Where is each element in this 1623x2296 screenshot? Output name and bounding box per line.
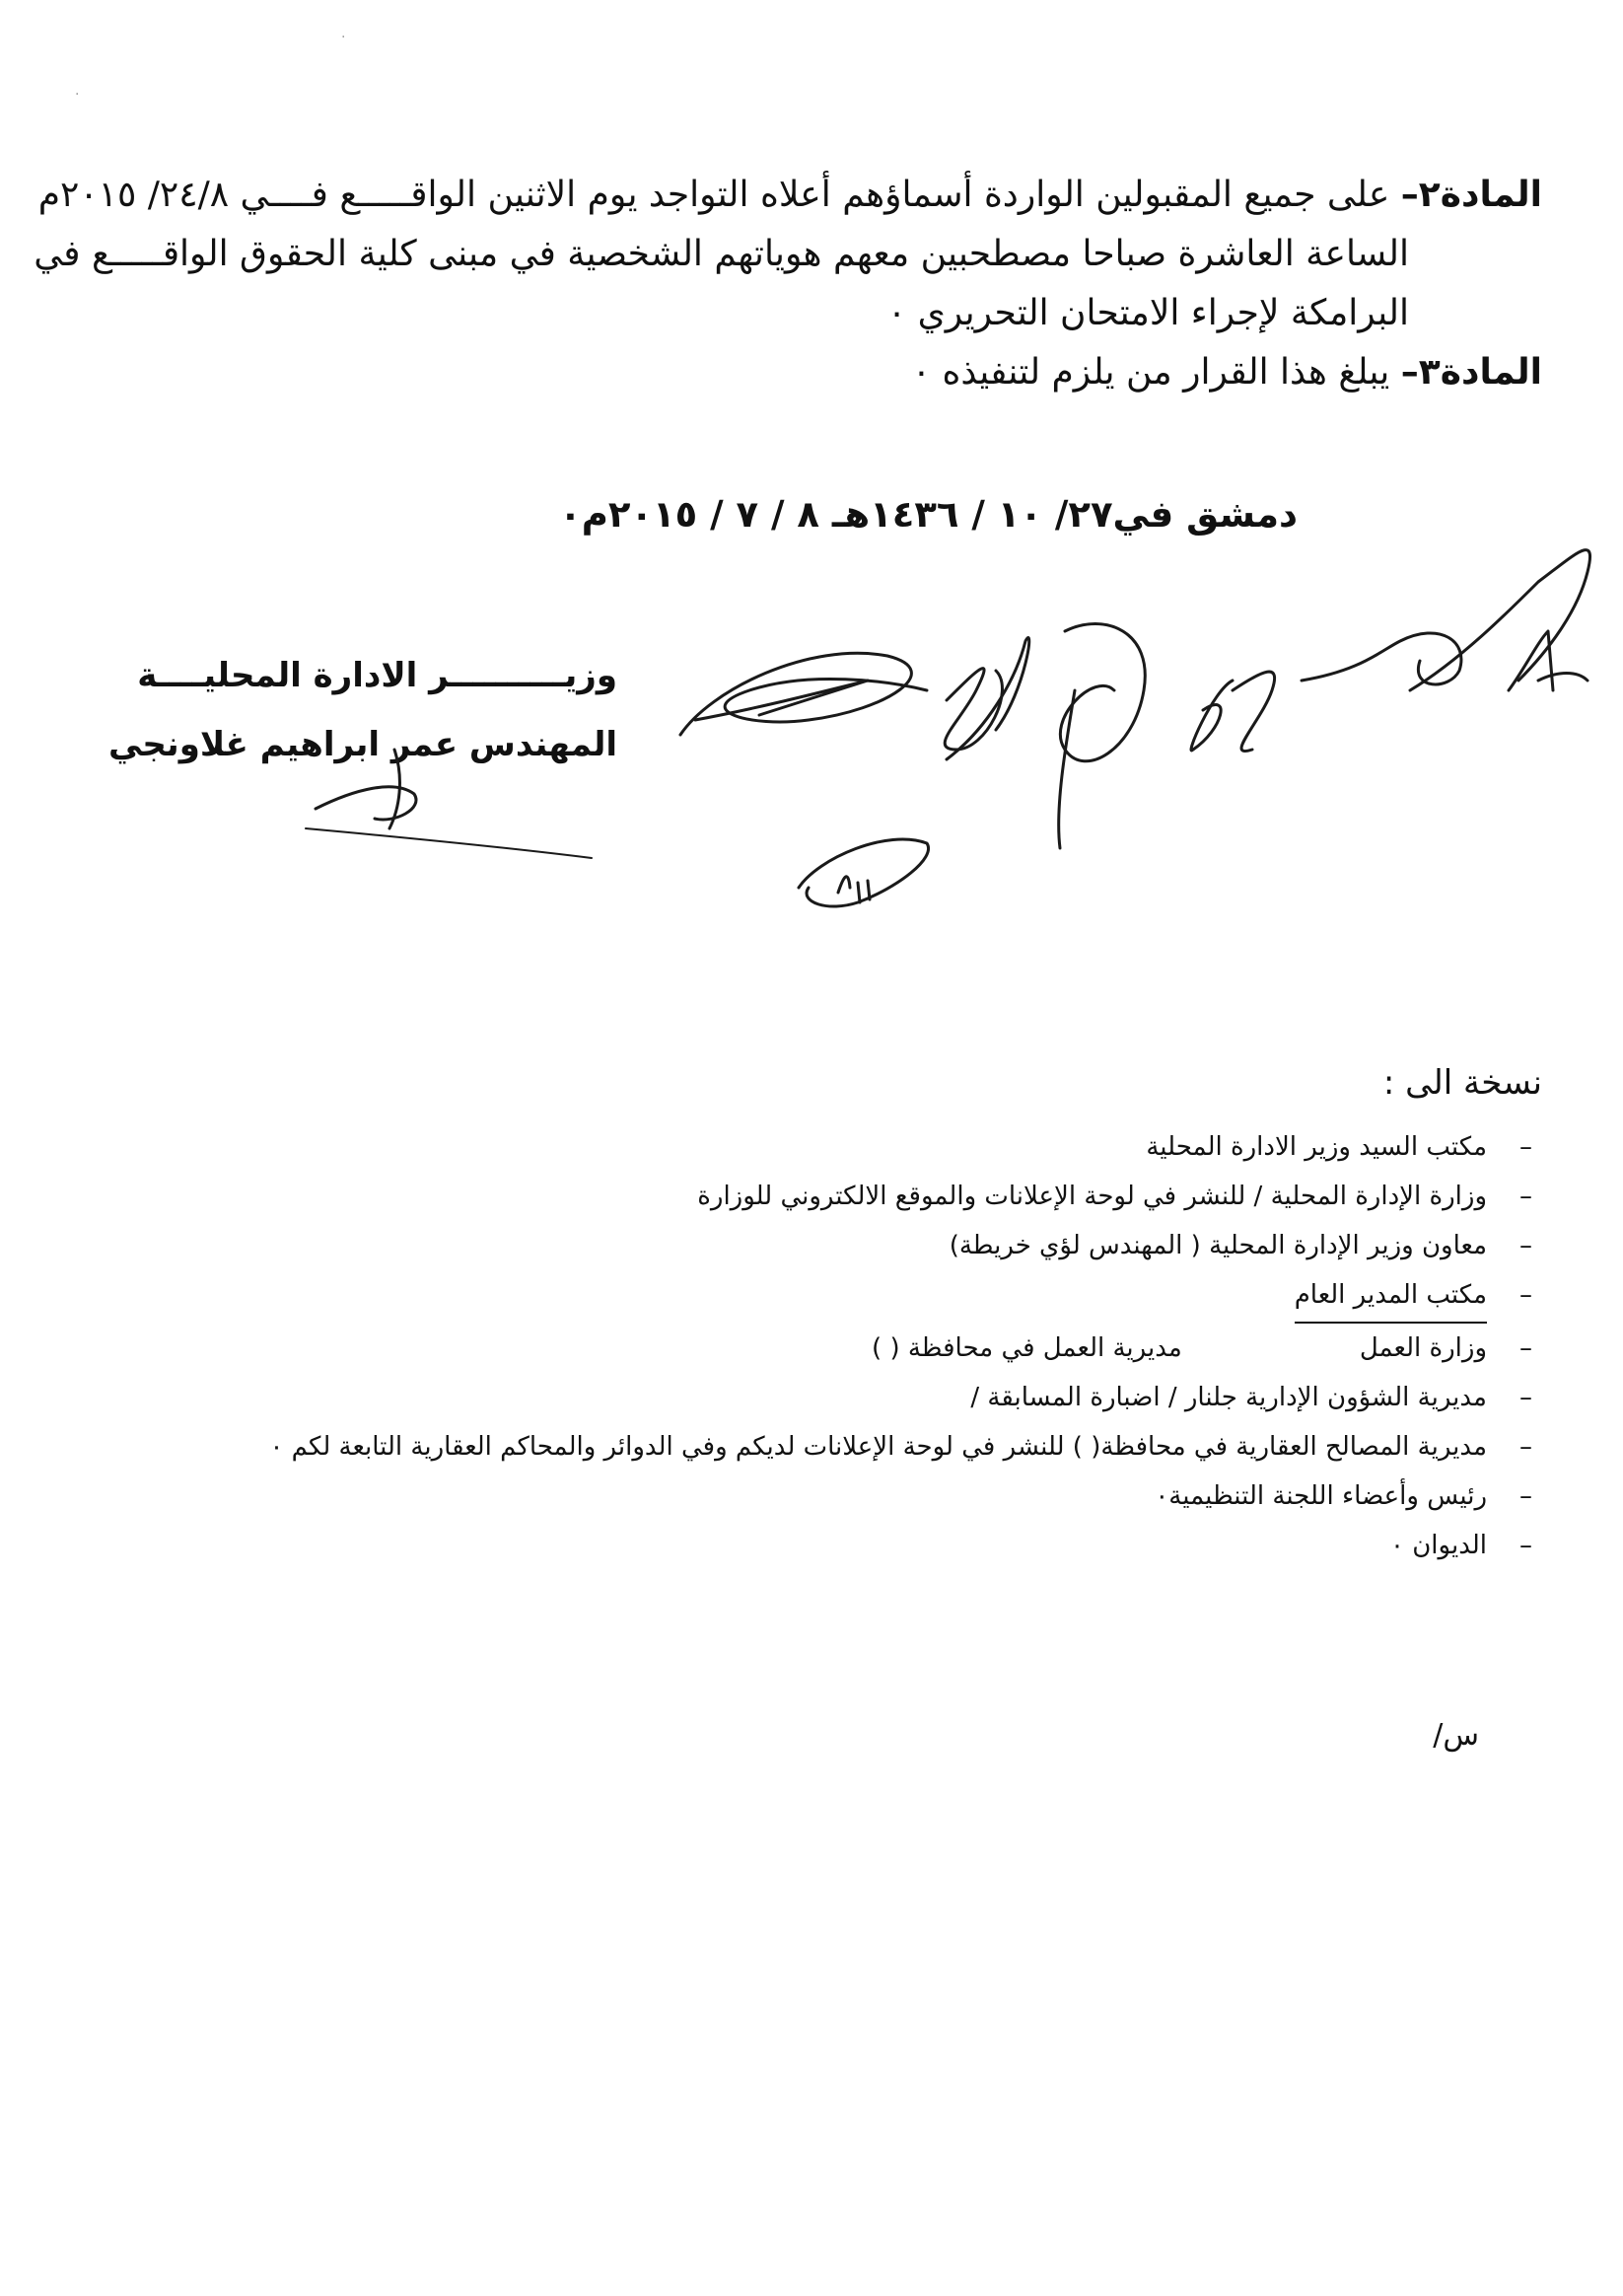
signatory-block (108, 641, 617, 779)
article-2-line-3 (142, 284, 1542, 343)
article-2-line-2 (34, 225, 1542, 284)
copy-item-text: مكتب المدير العام (1295, 1270, 1487, 1324)
list-dash: – (1519, 1432, 1532, 1462)
list-dash: – (1519, 1383, 1532, 1412)
article-3-label: المادة٣– (1400, 352, 1542, 393)
scan-speck: · (341, 30, 346, 45)
article-2-line-1 (37, 166, 1542, 225)
list-dash: – (1519, 1231, 1532, 1260)
article-2-label: المادة٢– (1400, 175, 1542, 215)
copy-item (53, 1521, 1532, 1570)
copy-item-text: معاون وزير الإدارة المحلية ( المهندس لؤي خريطة) (949, 1231, 1487, 1260)
decree-articles (34, 166, 1542, 402)
list-dash: – (1519, 1333, 1532, 1363)
signatory-name: المهندس عمر ابراهيم غلاونجي (108, 725, 617, 764)
copy-item-text: مكتب السيد وزير الادارة المحلية (1146, 1132, 1487, 1162)
footer-initial-mark: س/ (1433, 1718, 1479, 1753)
list-dash: – (1519, 1132, 1532, 1162)
article-2-text-1: على جميع المقبولين الواردة أسماؤهم أعلاه التواجد يوم الاثنين الواقـــــع فــــي ٢٤/٨/ ٢٠١٥م (37, 175, 1390, 215)
list-dash: – (1519, 1481, 1532, 1511)
copy-item-text: وزارة العمل (1359, 1333, 1487, 1363)
issue-date-line: دمشق في٢٧/ ١٠ / ١٤٣٦هـ ٨ / ٧ / ٢٠١٥م٠ (559, 493, 1298, 536)
copy-item-text: مديرية المصالح العقارية في محافظة( ) للنشر في لوحة الإعلانات لديكم وفي الدوائر والمحاكم العقارية التابعة لكم ٠ (269, 1432, 1487, 1462)
copy-item (53, 1122, 1532, 1172)
article-3-line (142, 343, 1542, 402)
copy-item-text: مديرية الشؤون الإدارية جلنار / اضبارة المسابقة / (970, 1383, 1487, 1412)
copy-item (53, 1324, 1532, 1373)
copy-item-text: رئيس وأعضاء اللجنة التنظيمية٠ (1155, 1481, 1487, 1511)
copy-item (53, 1270, 1532, 1324)
copy-item (53, 1471, 1532, 1521)
copy-item (53, 1422, 1532, 1471)
article-2-text-3: البرامكة لإجراء الامتحان التحريري ٠ (886, 293, 1409, 333)
copy-item-text: الديوان ٠ (1389, 1531, 1487, 1560)
copies-list (53, 1122, 1532, 1570)
copy-item-text: مديرية العمل في محافظة ( ) (872, 1333, 1182, 1363)
copy-item (53, 1172, 1532, 1221)
list-dash: – (1519, 1531, 1532, 1560)
copy-item (53, 1221, 1532, 1270)
list-dash: – (1519, 1280, 1532, 1310)
copy-item-text: وزارة الإدارة المحلية / للنشر في لوحة الإعلانات والموقع الالكتروني للوزارة (697, 1182, 1487, 1211)
scan-speck: · (75, 87, 80, 103)
article-2-text-2: الساعة العاشرة صباحا مصطحبين معهم هوياتهم الشخصية في مبنى كلية الحقوق الواقـــــع في (34, 234, 1409, 274)
article-3-text: يبلغ هذا القرار من يلزم لتنفيذه ٠ (911, 352, 1390, 393)
copy-item (53, 1373, 1532, 1422)
signatory-title: وزيــــــــــر الادارة المحليــــة (137, 656, 617, 695)
copies-heading: نسخة الى : (1382, 1063, 1542, 1103)
list-dash: – (1519, 1182, 1532, 1211)
